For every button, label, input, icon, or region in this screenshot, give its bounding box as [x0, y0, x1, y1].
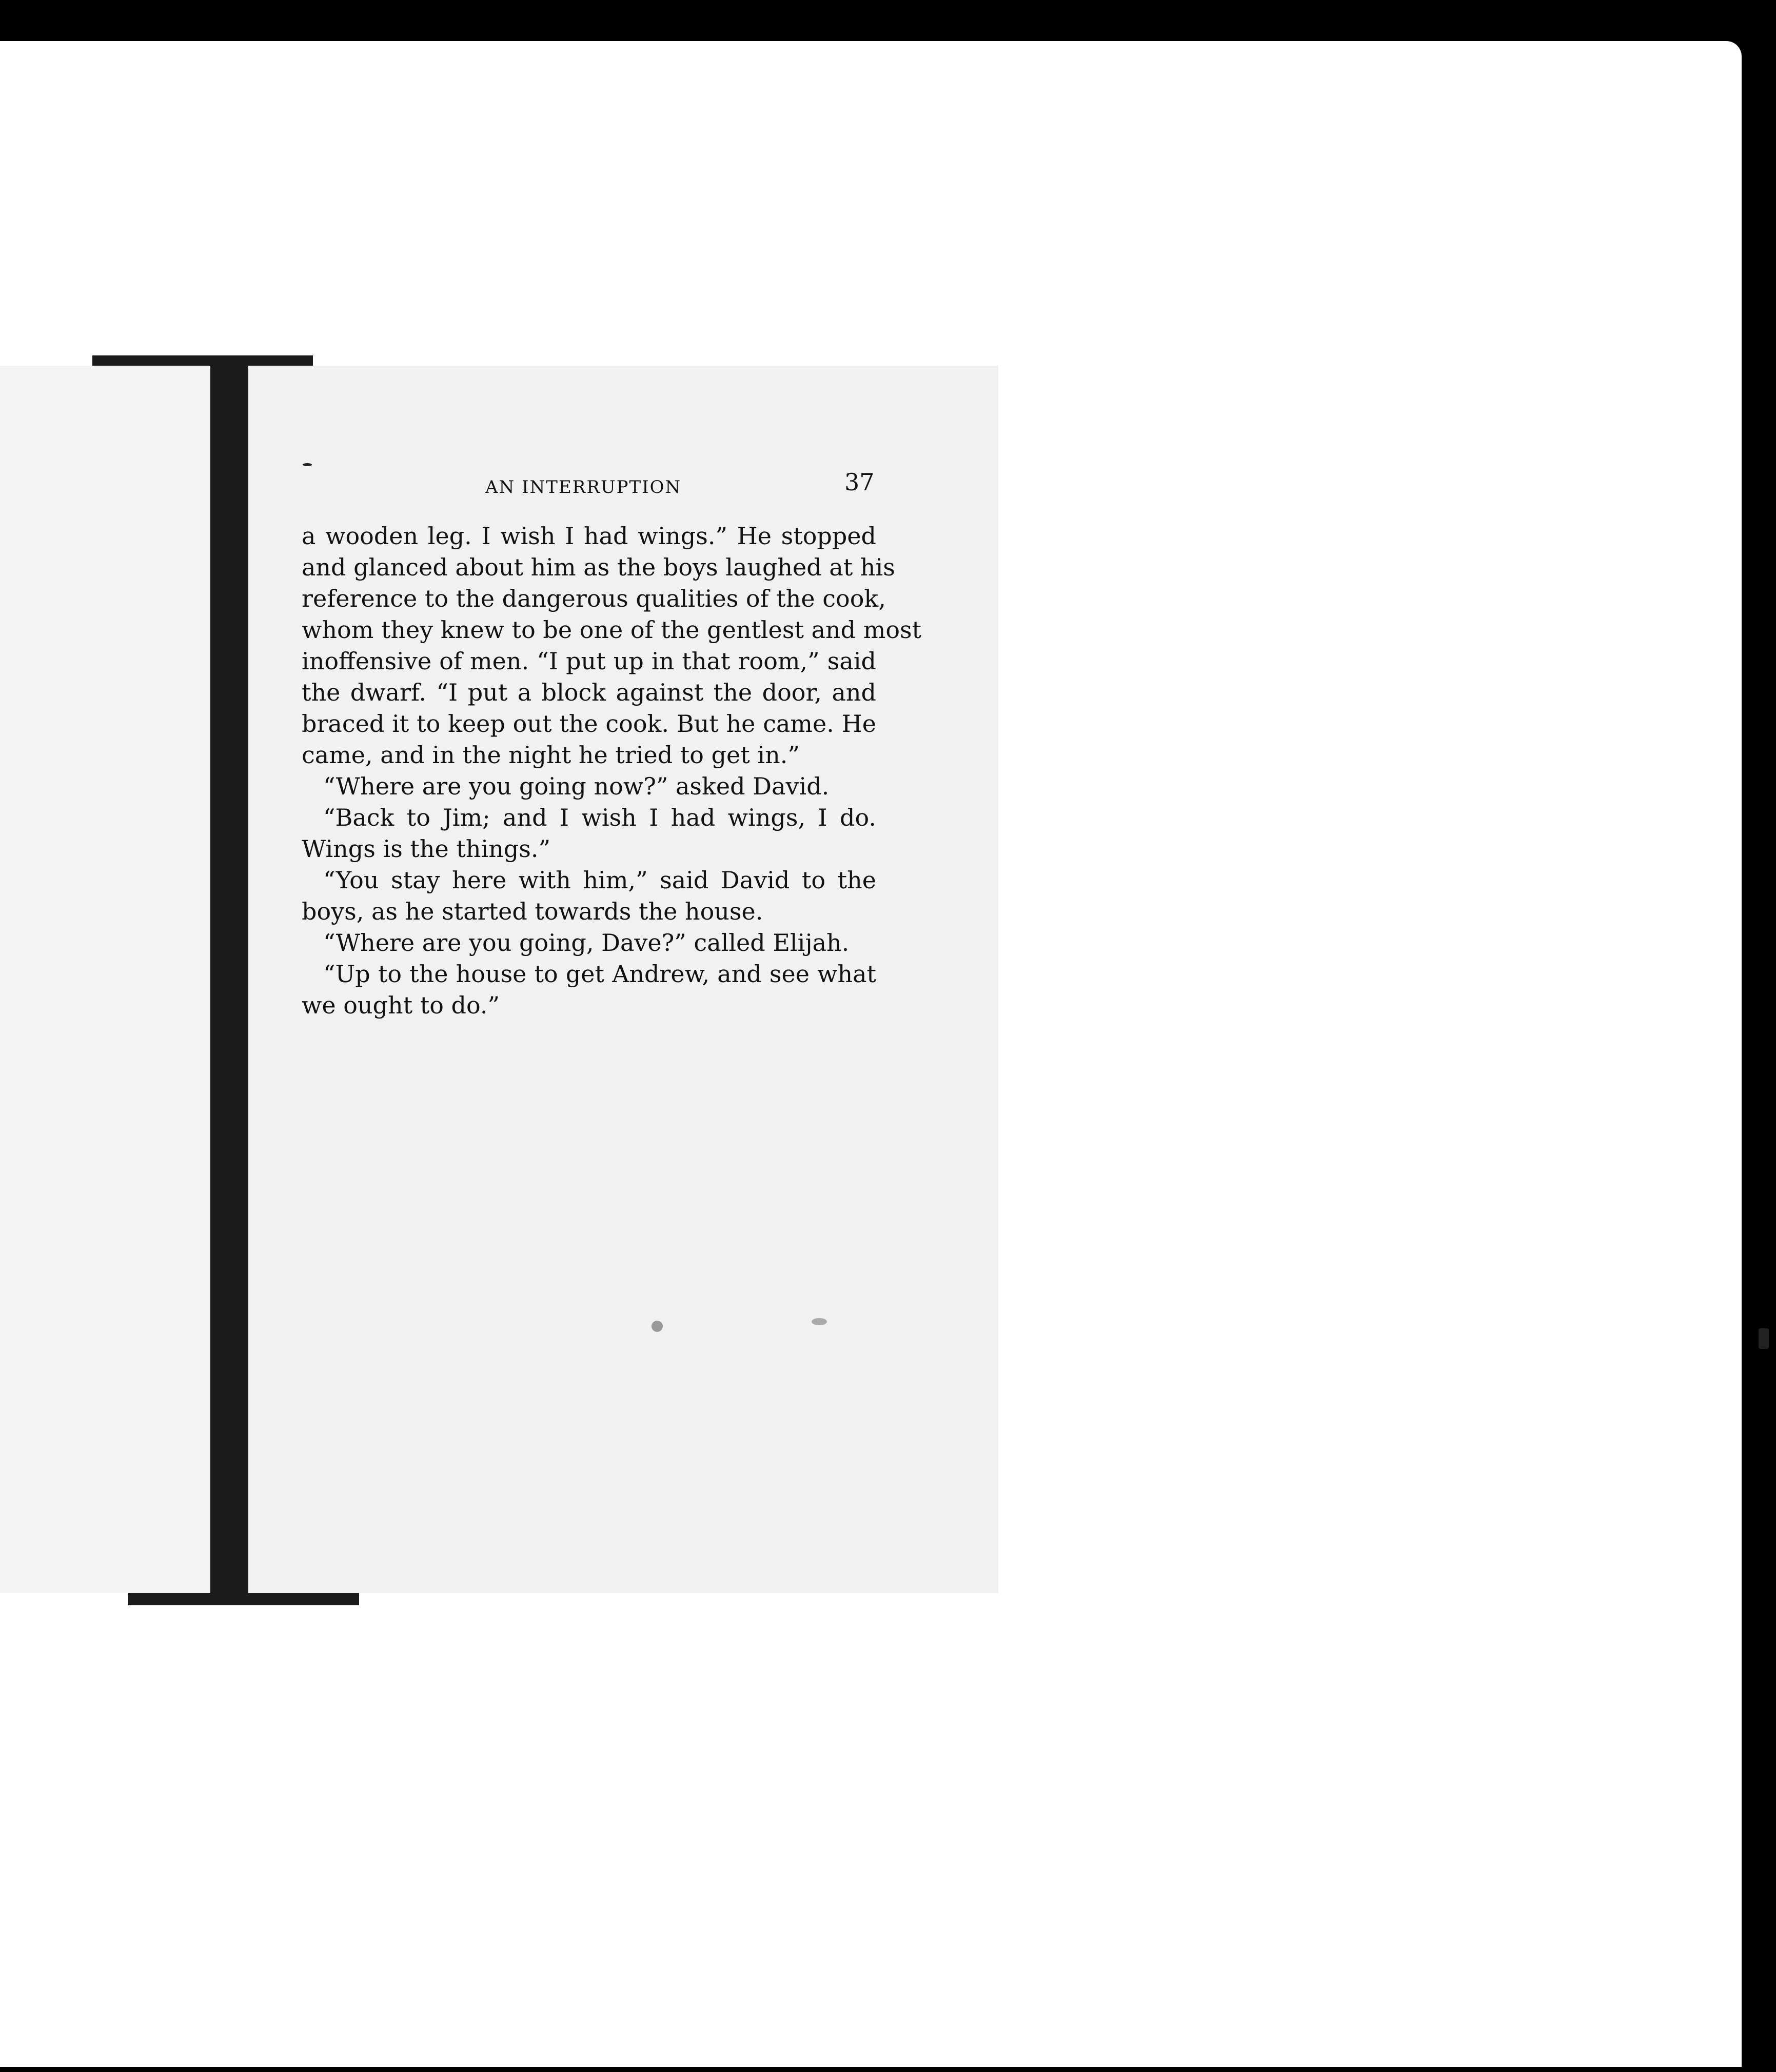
scan-speck [1759, 1328, 1769, 1349]
body-text-line: “You stay here with him,” said David to the [323, 866, 876, 894]
body-text-line: Wings is the things.” [302, 835, 551, 863]
body-text-line: “Where are you going now?” asked David. [323, 772, 830, 800]
left-page-line: wooden-headed [0, 29, 66, 39]
body-text-line: “Up to the house to get Andrew, and see what [323, 960, 876, 988]
scan-speck [303, 463, 312, 466]
left-page-line: nd then began [0, 19, 61, 29]
body-text-line: boys, as he started towards the house. [302, 898, 763, 925]
left-page [0, 366, 210, 1593]
scan-speck [812, 1318, 827, 1325]
scan-speck [652, 1321, 663, 1332]
book-spine [210, 359, 250, 1605]
body-text-line: we ought to do.” [302, 991, 500, 1019]
left-page-line: irly light, and [0, 10, 56, 19]
body-text-line: reference to the dangerous qualities of the cook, [302, 585, 886, 612]
left-page-line: you’d dropped [0, 0, 61, 10]
running-head: AN INTERRUPTION [485, 477, 682, 497]
body-text-line: braced it to keep out the cook. But he came. He [302, 710, 876, 738]
body-text-line: came, and in the night he tried to get in.” [302, 741, 800, 769]
page-number: 37 [844, 468, 875, 496]
body-text-line: “Where are you going, Dave?” called Elijah. [323, 929, 850, 957]
body-text-line: and glanced about him as the boys laughed at his [302, 553, 895, 581]
body-text-line: the dwarf. “I put a block against the door, and [302, 679, 876, 706]
body-text-line: “Back to Jim; and I wish I had wings, I do. [323, 804, 876, 831]
body-text-line: whom they knew to be one of the gentlest and most [302, 616, 922, 644]
body-text-line: a wooden leg. I wish I had wings.” He stopped [302, 522, 876, 550]
body-text-line: inoffensive of men. “I put up in that room,” said [302, 647, 876, 675]
